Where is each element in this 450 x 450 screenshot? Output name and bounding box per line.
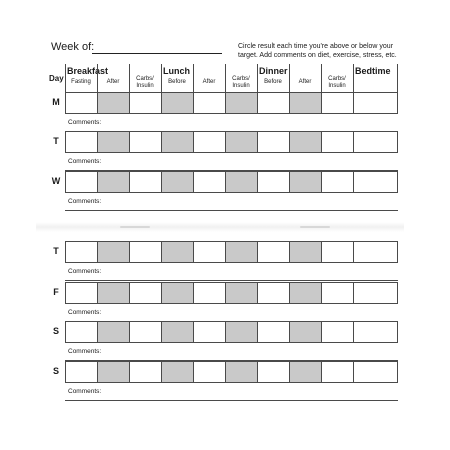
header-cell [129,64,162,93]
reading-cell[interactable] [193,171,226,193]
reading-cell[interactable] [161,92,194,114]
reading-cell[interactable] [161,131,194,153]
sub-header-label: Before [168,79,186,85]
reading-cell[interactable] [97,282,130,304]
day-label: T [53,246,59,256]
reading-cell[interactable] [289,241,322,263]
reading-cell[interactable] [65,361,98,383]
sub-header-label: After [298,79,312,85]
reading-cell[interactable] [193,241,226,263]
reading-cell[interactable] [321,171,354,193]
reading-cell[interactable] [193,131,226,153]
day-label: S [52,326,59,336]
reading-cell[interactable] [225,361,258,383]
sub-header-label: After [202,79,216,85]
day-label: F [53,287,59,297]
header-cell [97,64,130,93]
reading-cell[interactable] [193,282,226,304]
reading-cell[interactable] [321,241,354,263]
reading-cell[interactable] [289,131,322,153]
week-of-input-line[interactable] [92,53,222,54]
reading-cell[interactable] [257,131,290,153]
reading-cell[interactable] [321,131,354,153]
reading-cell[interactable] [97,361,130,383]
sub-header-label: Carbs/ Insulin [328,76,346,89]
day-label: T [53,136,59,146]
reading-cell[interactable] [289,321,322,343]
sub-header-label: Before [264,79,282,85]
reading-cell[interactable] [65,92,98,114]
reading-cell[interactable] [193,92,226,114]
reading-cell[interactable] [321,282,354,304]
fold-tear-mark [300,226,330,228]
reading-cell[interactable] [65,171,98,193]
reading-cell[interactable] [353,321,398,343]
reading-cell[interactable] [353,361,398,383]
reading-cell[interactable] [97,321,130,343]
reading-cell[interactable] [225,321,258,343]
reading-cell[interactable] [257,361,290,383]
reading-cell[interactable] [257,92,290,114]
reading-cell[interactable] [65,131,98,153]
meal-header-2: Dinner [259,66,288,76]
reading-cell[interactable] [193,321,226,343]
page-fold [36,222,404,232]
comments-line[interactable] [65,342,398,361]
instructions-text: Circle result each time you're above or below your target. Add comments on diet, exercise, stress, etc. [238,43,397,59]
fold-tear-mark [120,226,150,228]
reading-cell[interactable] [129,321,162,343]
comments-line[interactable] [65,113,398,132]
reading-cell[interactable] [289,361,322,383]
sub-header-label: Carbs/ Insulin [232,76,250,89]
sub-header-label: After [106,79,120,85]
day-column-header: Day [49,74,64,83]
reading-cell[interactable] [129,131,162,153]
reading-cell[interactable] [129,171,162,193]
comments-label: Comments: [68,158,102,165]
reading-cell[interactable] [65,282,98,304]
reading-cell[interactable] [353,131,398,153]
meal-header-1: Lunch [163,66,190,76]
reading-cell[interactable] [353,282,398,304]
reading-cell[interactable] [129,92,162,114]
comments-line[interactable] [65,192,398,211]
reading-cell[interactable] [321,321,354,343]
reading-cell[interactable] [97,171,130,193]
reading-cell[interactable] [129,361,162,383]
meal-header-3: Bedtime [355,66,391,76]
reading-cell[interactable] [289,282,322,304]
header-cell [193,64,226,93]
reading-cell[interactable] [225,171,258,193]
header-cell [353,64,398,93]
reading-cell[interactable] [65,241,98,263]
comments-label: Comments: [68,348,102,355]
reading-cell[interactable] [289,171,322,193]
reading-cell[interactable] [193,361,226,383]
comments-label: Comments: [68,268,102,275]
header-cell [289,64,322,93]
reading-cell[interactable] [321,92,354,114]
reading-cell[interactable] [353,241,398,263]
comments-label: Comments: [68,198,102,205]
reading-cell[interactable] [65,321,98,343]
reading-cell[interactable] [225,92,258,114]
reading-cell[interactable] [353,92,398,114]
reading-cell[interactable] [289,92,322,114]
day-label: S [52,366,59,376]
reading-cell[interactable] [225,241,258,263]
reading-cell[interactable] [161,241,194,263]
reading-cell[interactable] [129,241,162,263]
reading-cell[interactable] [257,241,290,263]
comments-label: Comments: [68,119,102,126]
reading-cell[interactable] [225,131,258,153]
reading-cell[interactable] [225,282,258,304]
reading-cell[interactable] [97,241,130,263]
comments-line[interactable] [65,152,398,171]
day-label: W [51,176,61,186]
reading-cell[interactable] [161,321,194,343]
reading-cell[interactable] [257,171,290,193]
reading-cell[interactable] [257,282,290,304]
reading-cell[interactable] [161,171,194,193]
header-cell [321,64,354,93]
day-label: M [52,97,60,107]
header-cell [65,64,98,93]
reading-cell[interactable] [129,282,162,304]
comments-line[interactable] [65,382,398,401]
comments-label: Comments: [68,388,102,395]
reading-cell[interactable] [257,321,290,343]
reading-cell[interactable] [161,282,194,304]
header-cell [225,64,258,93]
reading-cell[interactable] [97,131,130,153]
reading-cell[interactable] [161,361,194,383]
meal-header-0: Breakfast [67,66,109,76]
reading-cell[interactable] [321,361,354,383]
sub-header-label: Fasting [71,79,91,85]
header-cell [161,64,194,93]
comments-label: Comments: [68,309,102,316]
comments-line[interactable] [65,262,398,281]
reading-cell[interactable] [97,92,130,114]
comments-line[interactable] [65,303,398,322]
week-of-label: Week of: [51,41,95,53]
sub-header-label: Carbs/ Insulin [136,76,154,89]
header-cell [257,64,290,93]
reading-cell[interactable] [353,171,398,193]
